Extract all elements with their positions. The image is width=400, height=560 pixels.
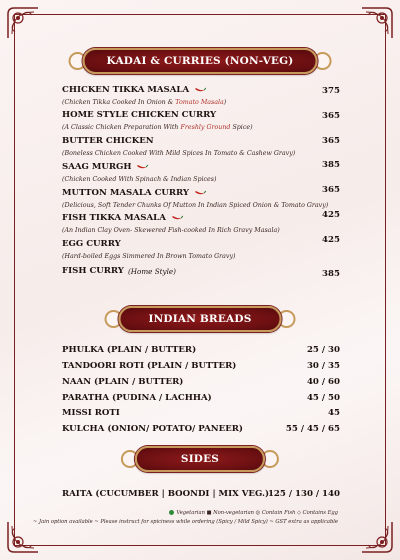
item-price: 365 [322, 111, 340, 121]
item-description: (Boneless Chicken Cooked With Mild Spices In Tomato & Cashew Gravy) [62, 150, 296, 157]
item-price: 365 [322, 185, 340, 195]
item-price: 375 [322, 86, 340, 96]
footnote: ~ Jain option available ~ Please instruct for spiciness while ordering (Spicy / Mild Spicy) ~ GST extra as applicable [33, 519, 338, 525]
item-description: (Chicken Cooked With Spinach & Indian Spices) [62, 176, 217, 183]
menu-item [62, 85, 342, 106]
item-name: HOME STYLE CHICKEN CURRY [62, 110, 217, 120]
menu-item [62, 110, 342, 131]
menu-item [62, 393, 342, 403]
item-price: 25 / 30 [306, 345, 340, 355]
chili-icon [171, 215, 183, 221]
diet-legend: Vegetarian ■ Non-vegetarian ◎ Contain Fish ◇ Contains Egg [169, 510, 338, 516]
item-name: FISH TIKKA MASALA [62, 213, 166, 223]
menu-item [62, 239, 342, 260]
menu-item [62, 345, 342, 355]
item-note: (Home Style) [127, 266, 176, 276]
item-price: 45 / 50 [306, 393, 340, 403]
menu-item [62, 266, 342, 276]
menu-item [62, 162, 342, 183]
section-title: KADAI & CURRIES (NON-VEG) [106, 55, 294, 67]
item-price: 385 [322, 269, 340, 279]
chili-icon [136, 164, 148, 170]
section-banner-sides [125, 446, 275, 472]
item-price: 40 / 60 [306, 377, 340, 387]
item-name: PHULKA (PLAIN / BUTTER) [62, 345, 197, 355]
item-name: NAAN (PLAIN / BUTTER) [62, 377, 184, 387]
item-price: 125 / 130 / 140 [267, 489, 340, 499]
ornament-corner-icon [6, 6, 40, 40]
menu-item [62, 408, 342, 418]
menu-item [62, 136, 342, 157]
item-name: FISH CURRY [62, 266, 124, 276]
item-price: 425 [322, 235, 340, 245]
ornament-corner-icon [360, 6, 394, 40]
item-name: RAITA (CUCUMBER | BOONDI | MIX VEG.) [62, 489, 270, 499]
item-description: (Hard-boiled Eggs Simmered In Brown Tomato Gravy) [62, 253, 236, 260]
item-name: SAAG MURGH [62, 162, 132, 172]
menu-item [62, 188, 342, 209]
item-price: 365 [322, 136, 340, 146]
item-price: 385 [322, 160, 340, 170]
item-description: (Chicken Tikka Cooked In Onion & Tomato Masala) [62, 99, 227, 106]
section-banner-curries [73, 48, 328, 74]
item-price: 55 / 45 / 65 [285, 424, 340, 434]
item-name: EGG CURRY [62, 239, 121, 249]
veg-dot-icon [169, 510, 174, 515]
item-name: MISSI ROTI [62, 408, 120, 418]
ornament-corner-icon [360, 520, 394, 554]
chili-icon [194, 190, 206, 196]
chili-icon [194, 87, 206, 93]
item-name: MUTTON MASALA CURRY [62, 188, 190, 198]
section-banner-breads [109, 306, 292, 332]
item-description: (An Indian Clay Oven- Skewered Fish-cooked In Rich Gravy Masala) [62, 227, 280, 234]
item-price: 45 [328, 408, 340, 418]
item-description: (Delicious, Soft Tender Chunks Of Mutton In Indian Spiced Onion & Tomato Gravy) [62, 202, 329, 209]
section-title: SIDES [180, 453, 220, 465]
item-name: KULCHA (ONION/ POTATO/ PANEER) [62, 424, 243, 434]
item-name: BUTTER CHICKEN [62, 136, 154, 146]
menu-item [62, 361, 342, 371]
section-title: INDIAN BREADS [148, 313, 252, 325]
item-description: (A Classic Chicken Preparation With Freshly Ground Spice) [62, 124, 253, 131]
item-price: 425 [322, 210, 340, 220]
item-name: TANDOORI ROTI (PLAIN / BUTTER) [62, 361, 237, 371]
menu-item [62, 213, 342, 234]
item-name: PARATHA (PUDINA / LACHHA) [62, 393, 212, 403]
ornament-corner-icon [6, 520, 40, 554]
item-price: 30 / 35 [306, 361, 340, 371]
menu-item [62, 377, 342, 387]
item-name: CHICKEN TIKKA MASALA [62, 85, 190, 95]
